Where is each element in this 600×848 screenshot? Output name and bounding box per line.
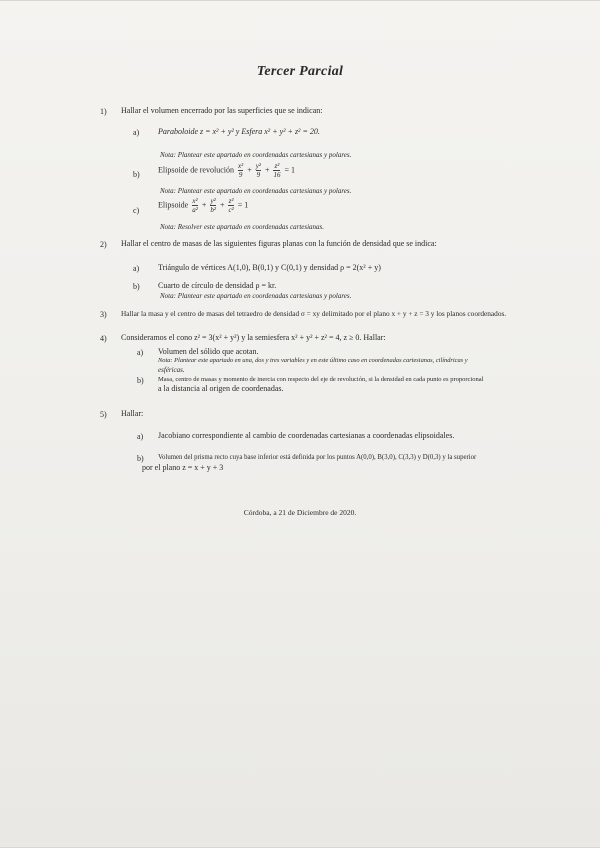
q4a-note-line1: Nota: Plantear este apartado en una, dos y tres variables y en este último caso en coordenadas cartesianas, cilíndricas y	[158, 357, 468, 364]
q1b-frac-y: $\frac{\text{y²}}{9}$	[255, 162, 261, 179]
q4b-text-line1: Masa, centro de masas y momento de inercia con respecto del eje de revolución, si la densidad en cada punto es proporcional	[158, 376, 484, 383]
q5b-label: b)	[137, 454, 144, 463]
q1a-text: Paraboloide z = x² + y² y Esfera x² + y² + z² = 20.	[158, 127, 320, 136]
q1b-label: b)	[133, 170, 140, 179]
q4-number: 4)	[100, 334, 107, 343]
q2b-label: b)	[133, 282, 140, 291]
q1b-text: Elipsoide de revolución	[158, 165, 234, 175]
q2a-text: Triángulo de vértices A(1,0), B(0,1) y C(0,1) y densidad ρ = 2(x² + y)	[158, 263, 381, 272]
q1b-formula	[158, 162, 295, 179]
q1-statement: Hallar el volumen encerrado por las superficies que se indican:	[121, 106, 323, 115]
q4a-text: Volumen del sólido que acotan.	[158, 347, 259, 356]
q5b-text-line2: por el plano z = x + y + 3	[142, 463, 224, 472]
q4a-label: a)	[137, 348, 144, 357]
q2b-note: Nota: Plantear este apartado en coordenadas cartesianas y polares.	[160, 292, 352, 300]
q2-statement: Hallar el centro de masas de las siguientes figuras planas con la función de densidad que se indica:	[121, 239, 437, 248]
q1-number: 1)	[100, 107, 107, 116]
q1b-frac-x: $\frac{\text{x²}}{9}$	[237, 162, 244, 179]
q4b-label: b)	[137, 376, 144, 385]
q1b-equals: = 1	[284, 165, 295, 175]
q1c-label: c)	[133, 206, 140, 215]
q5a-text: Jacobiano correspondiente al cambio de coordenadas cartesianas a coordenadas elipsoidales.	[158, 431, 455, 440]
q1c-plus-1: +	[201, 200, 207, 210]
q1c-equals: = 1	[237, 200, 249, 210]
q1c-frac-z: $\frac{\text{z²}}{\text{c²}}$	[228, 197, 234, 214]
q1b-plus-2: +	[264, 165, 270, 175]
q4-statement: Consideramos el cono z² = 3(x² + y²) y la semiesfera x² + y² + z² = 4, z ≥ 0. Hallar:	[121, 333, 386, 342]
q1c-frac-y: $\frac{\text{y²}}{\text{b²}}$	[210, 197, 216, 214]
q1c-frac-x: $\frac{\text{x²}}{\text{a²}}$	[192, 197, 198, 214]
q1c-note: Nota: Resolver este apartado en coordenadas cartesianas.	[160, 223, 325, 231]
q5a-label: a)	[137, 432, 144, 441]
q5-statement: Hallar:	[121, 409, 144, 418]
q5-number: 5)	[100, 410, 107, 419]
q1a-note: Nota: Plantear este apartado en coordenadas cartesianas y polares.	[160, 151, 352, 159]
q2-number: 2)	[100, 240, 107, 249]
q4b-text-line2: a la distancia al origen de coordenadas.	[158, 384, 284, 393]
q1c-plus-2: +	[219, 200, 225, 210]
q1b-plus-1: +	[247, 165, 252, 175]
date-line: Córdoba, a 21 de Diciembre de 2020.	[243, 508, 357, 517]
q3-statement: Hallar la masa y el centro de masas del tetraedro de densidad σ = xy delimitado por el plano x + y + z = 3 y los planos coordenados.	[121, 309, 507, 318]
page-title: Tercer Parcial	[256, 64, 344, 79]
q2a-label: a)	[133, 264, 140, 273]
q1c-formula	[158, 197, 248, 214]
q1b-frac-z: $\frac{\text{z²}}{16}$	[273, 162, 281, 179]
q1c-text: Elipsoide	[158, 200, 189, 210]
q1b-note: Nota: Plantear este apartado en coordenadas cartesianas y polares.	[160, 187, 352, 195]
q4a-note-line2: esféricas.	[158, 366, 185, 374]
q5b-text-line1: Volumen del prisma recto cuya base inferior está definida por los puntos A(0,0), B(3,0), C(3,3) y D(0,3) y la superior	[158, 454, 477, 461]
q1a-label: a)	[133, 128, 140, 137]
q3-number: 3)	[100, 310, 107, 319]
q2b-text: Cuarto de círculo de densidad ρ = kr.	[158, 281, 277, 290]
